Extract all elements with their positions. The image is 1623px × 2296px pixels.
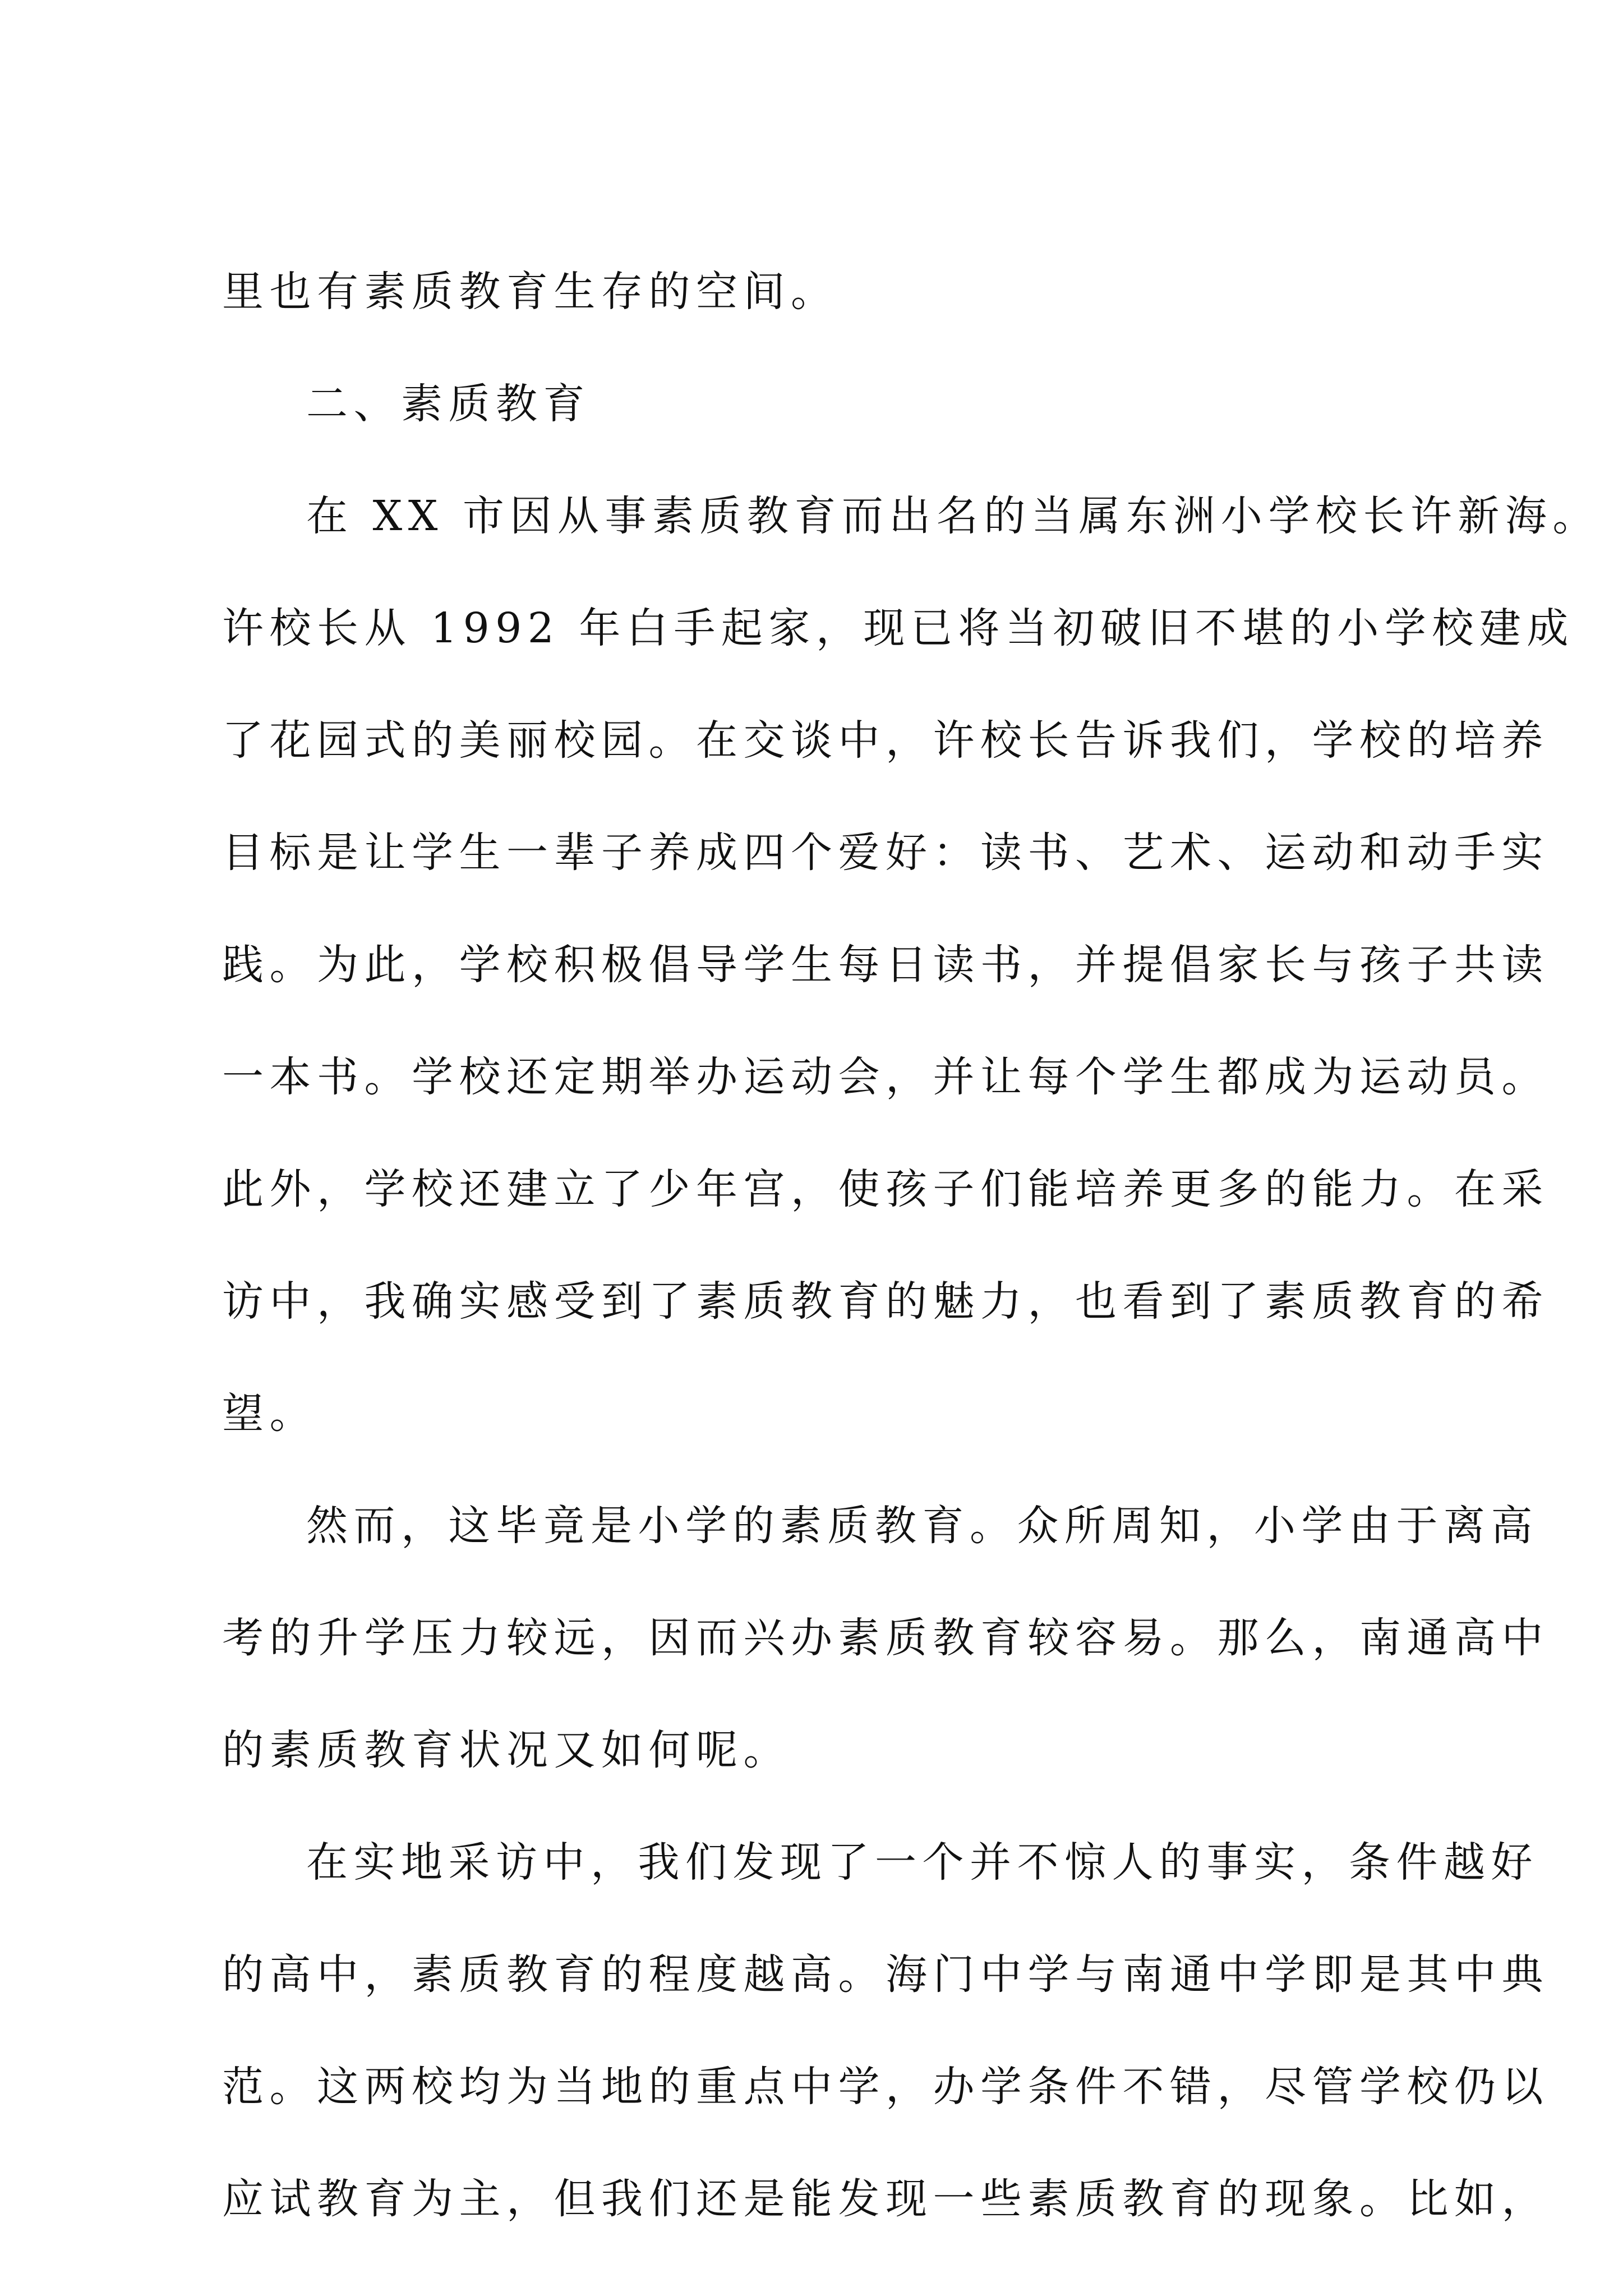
text-line: 望。 — [222, 1389, 317, 1438]
text-line: 一本书。学校还定期举办运动会，并让每个学生都成为运动员。 — [222, 1053, 1549, 1101]
text-line: 考的升学压力较远，因而兴办素质教育较容易。那么，南通高中 — [222, 1614, 1549, 1662]
text-line: 访中，我确实感受到了素质教育的魅力，也看到了素质教育的希 — [222, 1277, 1549, 1326]
text-line: 应试教育为主，但我们还是能发现一些素质教育的现象。比如， — [222, 2175, 1549, 2223]
text-line: 了花园式的美丽校园。在交谈中，许校长告诉我们，学校的培养 — [222, 716, 1549, 765]
text-line: 许校长从 1992 年白手起家，现已将当初破旧不堪的小学校建成 — [222, 604, 1574, 652]
section-heading: 二、素质教育 — [306, 380, 591, 428]
text-line: 目标是让学生一辈子养成四个爱好：读书、艺术、运动和动手实 — [222, 829, 1549, 877]
text-line: 范。这两校均为当地的重点中学，办学条件不错，尽管学校仍以 — [222, 2063, 1549, 2111]
text-line: 此外，学校还建立了少年宫，使孩子们能培养更多的能力。在采 — [222, 1165, 1549, 1213]
text-line: 践。为此，学校积极倡导学生每日读书，并提倡家长与孩子共读 — [222, 941, 1549, 989]
text-line: 然而，这毕竟是小学的素质教育。众所周知，小学由于离高 — [306, 1502, 1538, 1550]
text-line: 在 XX 市因从事素质教育而出名的当属东洲小学校长许新海。 — [306, 492, 1600, 540]
text-line: 里也有素质教育生存的空间。 — [222, 268, 838, 316]
text-line: 的素质教育状况又如何呢。 — [222, 1726, 791, 1774]
text-line: 的高中，素质教育的程度越高。海门中学与南通中学即是其中典 — [222, 1950, 1549, 1999]
text-line: 在实地采访中，我们发现了一个并不惊人的事实，条件越好 — [306, 1838, 1538, 1887]
